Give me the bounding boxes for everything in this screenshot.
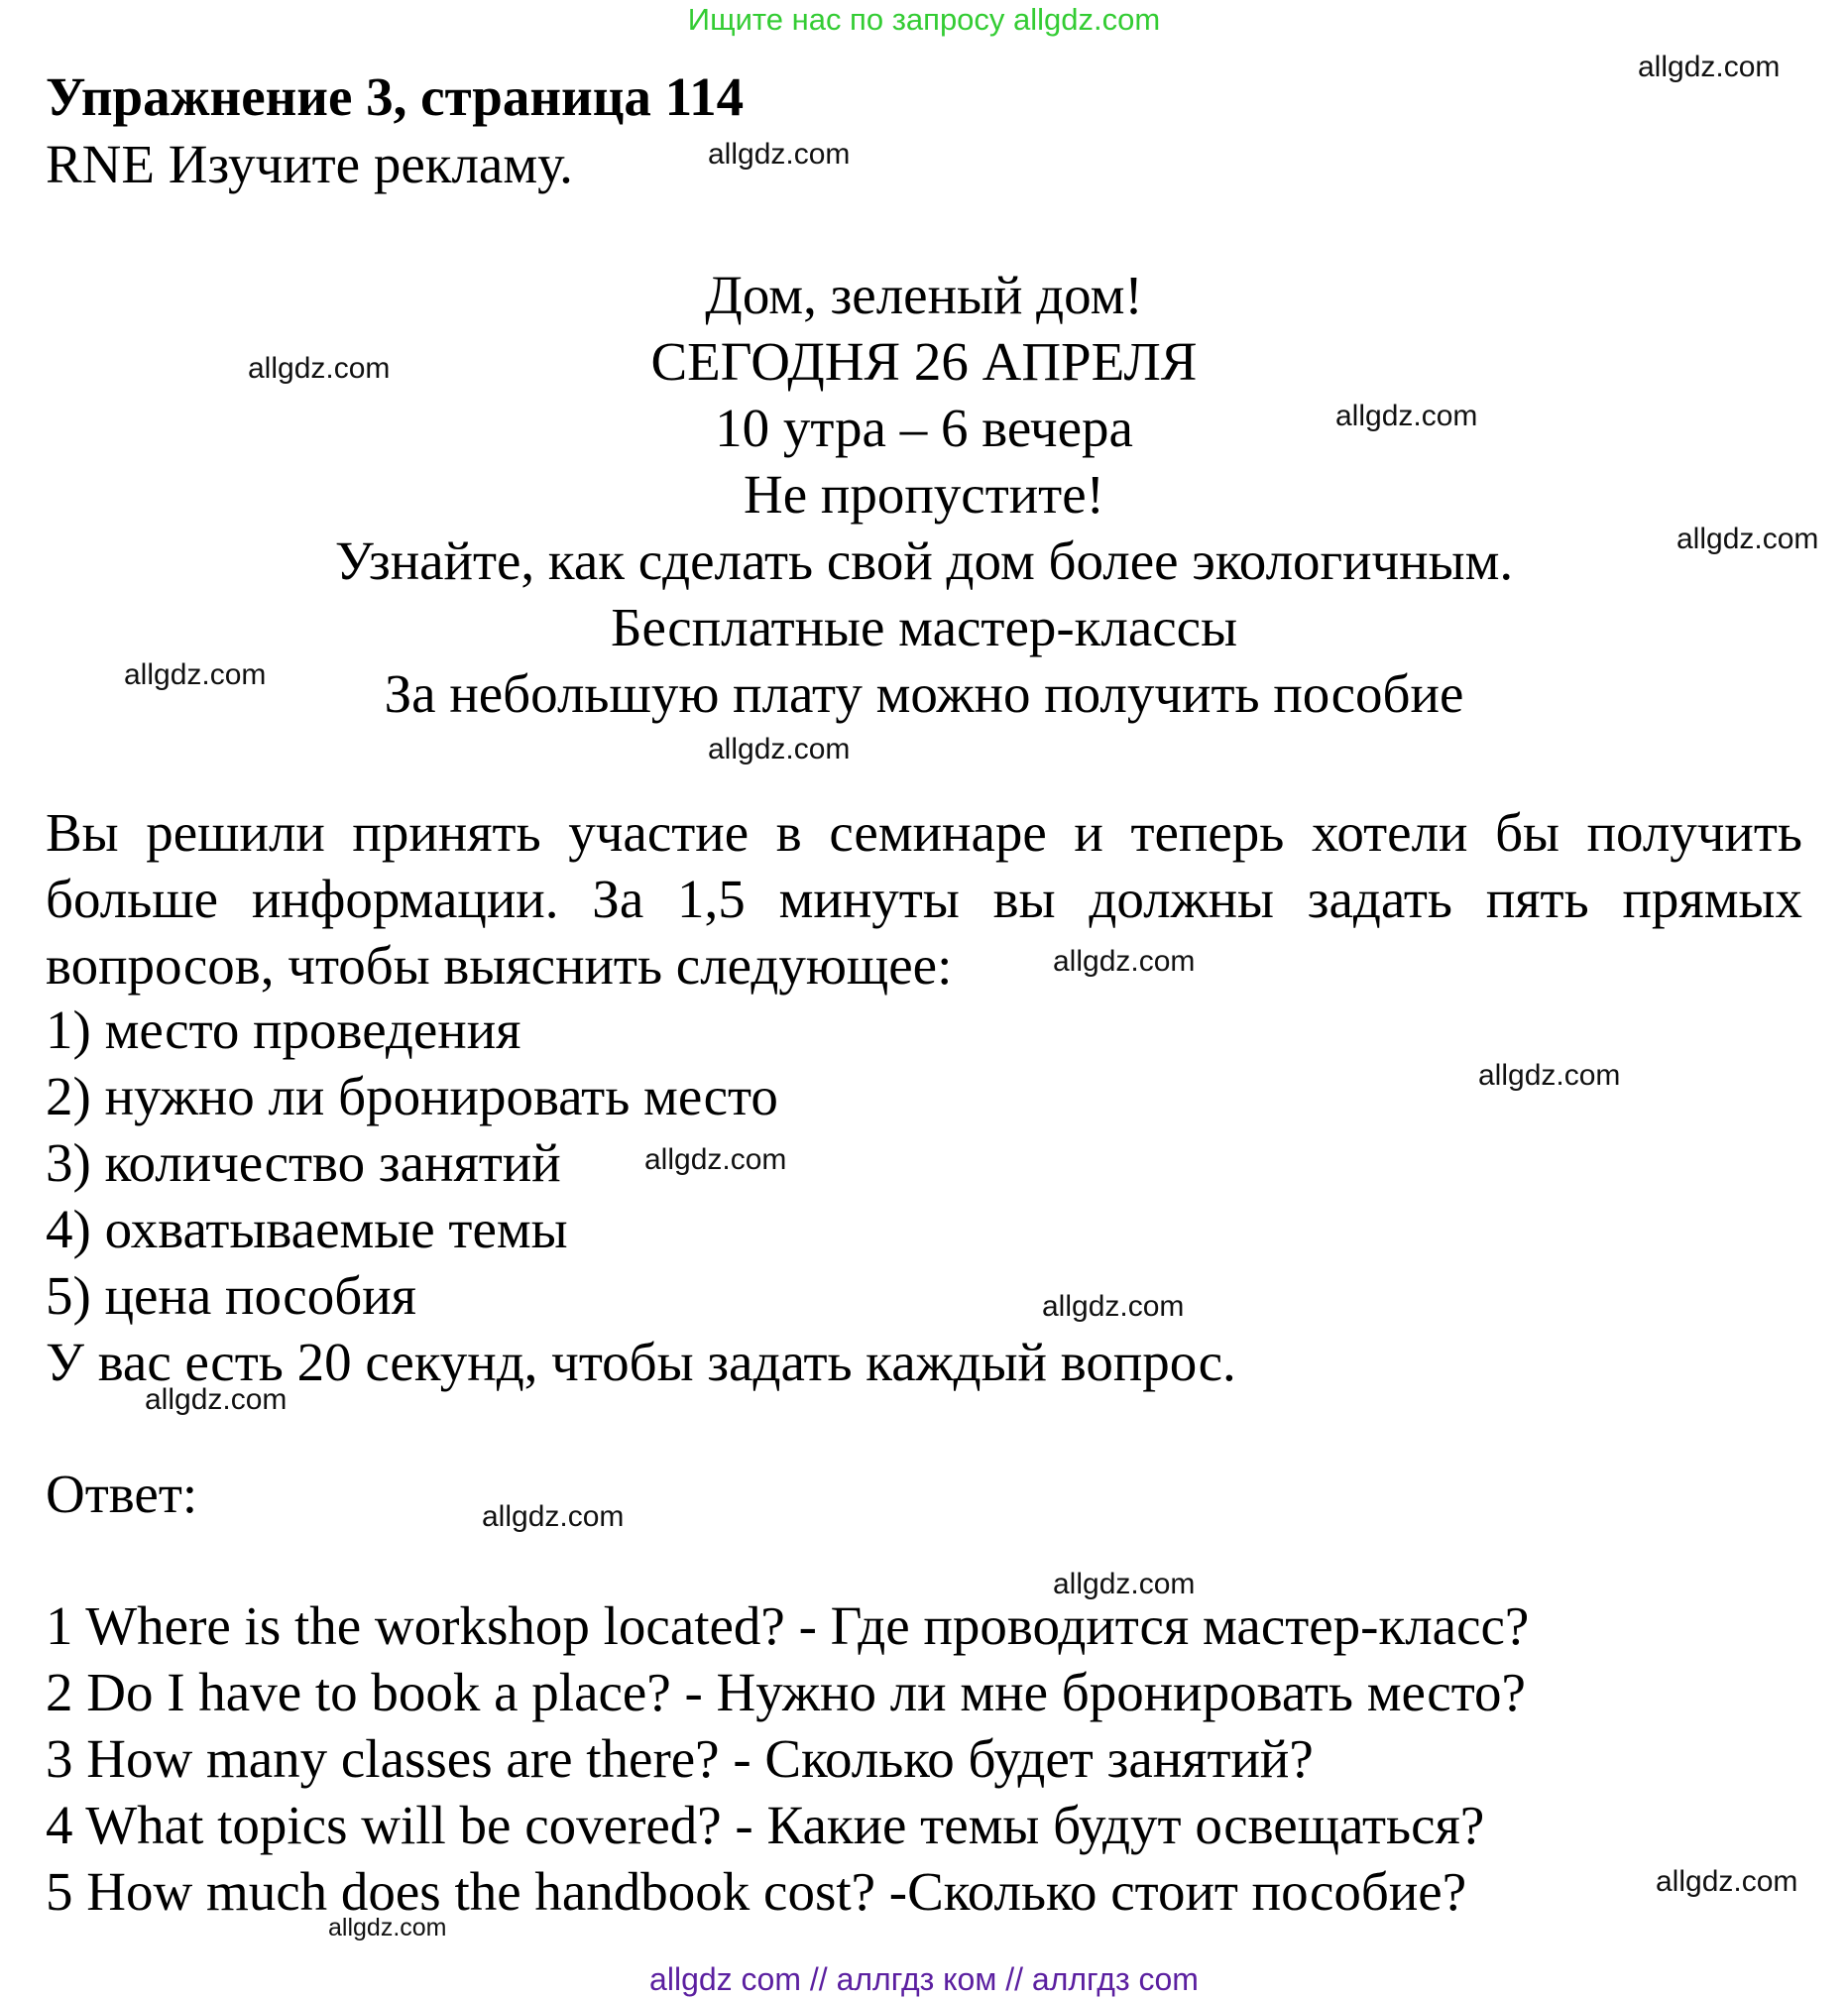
watermark: allgdz.com (644, 1143, 787, 1176)
answer-line: 4 What topics will be covered? - Какие темы будут освещаться? (46, 1795, 1485, 1855)
time-note: У вас есть 20 секунд, чтобы задать каждый вопрос. (46, 1332, 1236, 1392)
watermark: allgdz.com (1656, 1865, 1798, 1898)
answer-line: 5 How much does the handbook cost? -Сколько стоит пособие? (46, 1861, 1467, 1922)
task-item: 2) нужно ли бронировать место (46, 1066, 778, 1126)
watermark: allgdz.com (124, 658, 267, 691)
answer-line: 2 Do I have to book a place? - Нужно ли мне бронировать место? (46, 1662, 1526, 1722)
watermark: allgdz.com (1053, 945, 1196, 978)
watermark: allgdz.com (482, 1500, 625, 1533)
watermark: allgdz.com (708, 733, 851, 765)
instruction: RNE Изучите рекламу. (46, 134, 573, 194)
advert-line: Дом, зеленый дом! (705, 265, 1143, 325)
watermark: allgdz.com (1335, 400, 1478, 432)
task-item: 5) цена пособия (46, 1265, 416, 1326)
advert-line: Не пропустите! (744, 464, 1104, 525)
advert-line: 10 утра – 6 вечера (715, 398, 1133, 458)
exercise-title: Упражнение 3, страница 114 (46, 66, 745, 127)
watermark: allgdz.com (1053, 1568, 1196, 1600)
watermark: allgdz.com (1478, 1059, 1621, 1092)
task-item: 4) охватываемые темы (46, 1199, 568, 1259)
task-paragraph: Вы решили принять участие в семинаре и теперь хотели бы получить больше информации. За 1,5 минуты вы должны задать пять прямых вопросов, чтобы выяснить следующее: (46, 802, 1802, 996)
watermark: allgdz.com (708, 138, 851, 171)
watermark: allgdz.com (1042, 1290, 1185, 1323)
advert-line: За небольшую плату можно получить пособие (384, 663, 1464, 724)
answer-label: Ответ: (46, 1464, 198, 1524)
watermark: allgdz.com (328, 1914, 447, 1941)
advert-line: Бесплатные мастер-классы (610, 597, 1238, 657)
answer-line: 1 Where is the workshop located? - Где проводится мастер-класс? (46, 1595, 1530, 1656)
watermark: allgdz.com (1676, 523, 1819, 555)
answer-line: 3 How many classes are there? - Сколько будет занятий? (46, 1728, 1314, 1789)
watermark: allgdz.com (145, 1383, 288, 1416)
watermark: allgdz.com (1638, 51, 1781, 83)
task-item: 3) количество занятий (46, 1132, 561, 1193)
advert-line: Узнайте, как сделать свой дом более экологичным. (334, 530, 1514, 591)
advert-line: СЕГОДНЯ 26 АПРЕЛЯ (650, 331, 1198, 392)
task-item: 1) место проведения (46, 1000, 521, 1060)
watermark: allgdz.com (248, 352, 391, 385)
top-banner[interactable]: Ищите нас по запросу allgdz.com (687, 2, 1161, 37)
bottom-banner[interactable]: allgdz com // аллгдз ком // аллгдз com (649, 1961, 1199, 1997)
